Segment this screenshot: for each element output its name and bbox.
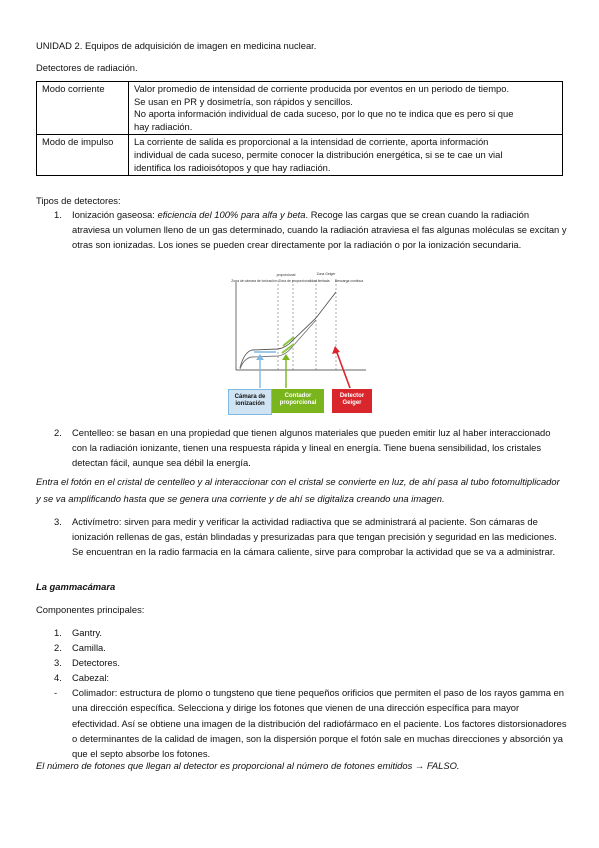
list-item-activimetro: Activímetro: sirven para medir y verificar la actividad radiactiva que se administrará al paciente. Son cámaras de ionización rellenas de gas, están blindadas y presurizadas para que tengan precisión y seguridad en las mediciones. Se encuentran en la radio farmacia en la cámara caliente, sirve para comprobar la actividad que se va a administrar.	[72, 516, 557, 558]
contador-proporcional-box	[272, 389, 324, 413]
mode-label: Modo de impulso	[37, 135, 129, 176]
mode-description-line: hay radiación.	[134, 120, 193, 132]
modes-table	[36, 81, 563, 176]
components-heading: Componentes principales:	[36, 604, 145, 615]
component-item: Camilla.	[72, 642, 106, 653]
list-number: 3.	[54, 657, 62, 668]
mode-description	[129, 82, 563, 135]
note-centelleo: Entra el fotón en el cristal de centelleo y al interaccionar con el cristal se convierte en luz, de ahí pasa al tubo fotomultiplicador y se va amplificando hasta que se genera una corriente y de ahí se digitaliza creando una imagen.	[36, 476, 560, 504]
region-label: Zona de cámara de ionización	[231, 279, 277, 283]
item-text: . Recoge las cargas que se crean cuando la radiación atraviesa un volumen lleno de un gas determinado, cuando la radiación atraviesa el fas algunas moléculas se excitan y otras son ionizadas. Los iones se pueden crear directamente por la radiación o por la ionización secundaria.	[72, 209, 567, 251]
region-label: Zona Geiger	[316, 272, 336, 276]
mode-label: Modo corriente	[37, 82, 129, 135]
table-row	[37, 82, 563, 135]
section-heading-types: Tipos de detectores:	[36, 195, 121, 206]
mode-description	[129, 135, 563, 176]
mode-description-line: Se usan en PR y dosimetría, son rápidos y sencillos.	[134, 95, 353, 107]
list-item-ionizacion	[72, 207, 567, 253]
list-number: 3.	[54, 516, 62, 527]
component-item: Cabezal:	[72, 672, 110, 683]
item-lead: Ionización gaseosa:	[72, 209, 158, 220]
camara-ionizacion-label: Cámara de ionización	[234, 394, 266, 407]
component-item: Detectores.	[72, 657, 120, 668]
mode-description-line: Valor promedio de intensidad de corriente producida por eventos en un periodo de tiempo.	[134, 83, 510, 94]
region-label: Descarga continua	[334, 279, 364, 283]
list-number: 1.	[54, 627, 62, 638]
colimador-item: Colimador: estructura de plomo o tungsteno que tiene pequeños orificios que permiten el paso de los rayos gamma en una dirección específica. Selecciona y dirige los fotones que vienen de una dirección específica para mayor efectividad. Así se obtiene una imagen de la distribución del radiofármaco en el paciente. Los factores distorsionadores o determinantes de la calidad de imagen, son la dispersión porque el fotón sale en muchas direcciones y absorción ya que el septo absorbe los fotones.	[72, 687, 567, 760]
region-label: Zona de proporcionalidad limitada	[278, 279, 330, 283]
mode-description-line: identifica los radioisótopos y que hay radiación.	[134, 161, 331, 173]
mode-description-line: individual de cada suceso, permite conocer la distribución energética, si se te cae un vial	[134, 148, 503, 160]
list-number: 1.	[54, 209, 62, 220]
mode-description-line: La corriente de salida es proporcional a la intensidad de corriente, aporta información	[134, 136, 489, 148]
bullet-dash: -	[54, 687, 58, 698]
camara-ionizacion-box	[228, 389, 272, 415]
detector-geiger-box	[332, 389, 372, 413]
detector-geiger-label: Detector Geiger	[339, 393, 365, 406]
item-italic: eficiencia del 100% para alfa y beta	[157, 209, 306, 220]
list-number: 2.	[54, 642, 62, 653]
component-item: Gantry.	[72, 627, 103, 638]
mode-description-line: No aporta información individual de cada suceso, por lo que no te indica que es pero si que	[134, 108, 514, 120]
document-title: UNIDAD 2. Equipos de adquisición de imagen en medicina nuclear.	[36, 40, 317, 51]
final-note: El número de fotones que llegan al detector es proporcional al número de fotones emitidos → FALSO.	[36, 760, 460, 771]
gammacamara-heading: La gammacámara	[36, 581, 116, 592]
table-row	[37, 135, 563, 176]
section-heading-detectors: Detectores de radiación.	[36, 62, 138, 73]
list-number: 2.	[54, 427, 62, 438]
list-number: 4.	[54, 672, 62, 683]
list-item-centelleo: Centelleo: se basan en una propiedad que tienen algunos materiales que pueden emitir luz al haber interaccionado con la radiación ionizante, tienen una respuesta rápida y lineal en energía. Tiene buena sensibilidad, los cristales detectan fácil, aunque sea débil la energía.	[72, 427, 551, 469]
contador-proporcional-label: Contador proporcional	[279, 393, 317, 406]
region-label: proporcional	[276, 273, 296, 277]
